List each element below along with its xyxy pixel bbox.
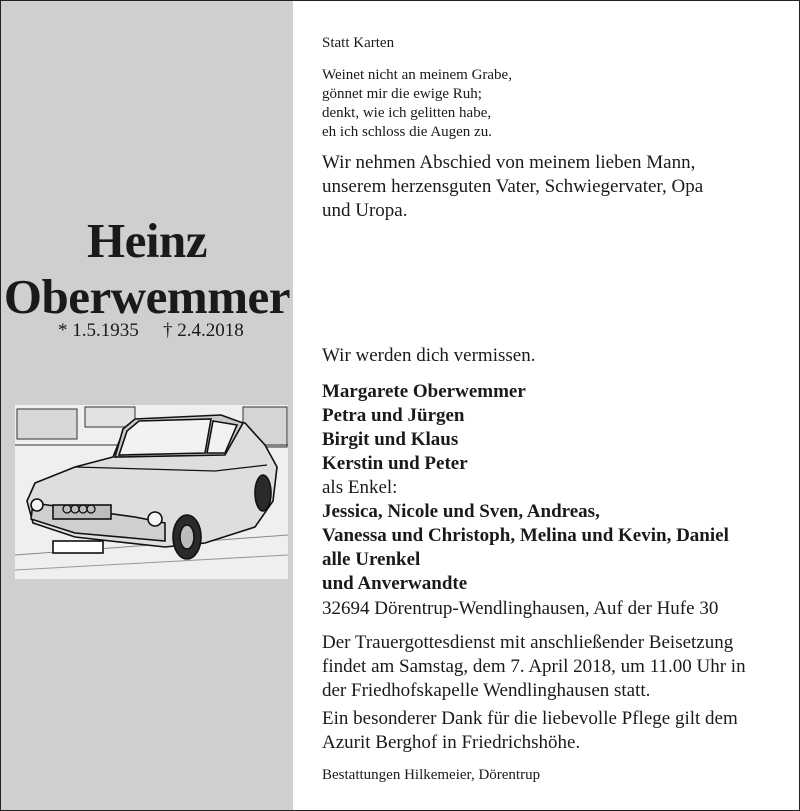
undertaker: Bestattungen Hilkemeier, Dörentrup [322, 767, 541, 783]
mourner-line: Birgit und Klaus [322, 429, 459, 450]
left-panel [1, 1, 293, 810]
mourners-list [322, 380, 792, 596]
service-info [322, 631, 792, 703]
mourner-line: Jessica, Nicole und Sven, Andreas, [322, 501, 600, 522]
address: 32694 Dörentrup-Wendlinghausen, Auf der Hufe 30 [322, 598, 719, 619]
poem-line: eh ich schloss die Augen zu. [322, 124, 492, 140]
mourner-line: Vanessa und Christoph, Melina und Kevin, Daniel [322, 525, 729, 546]
poem-line: denkt, wie ich gelitten habe, [322, 105, 492, 121]
poem [322, 66, 792, 142]
farewell-text [322, 151, 792, 223]
service-line: Der Trauergottesdienst mit anschließender Beisetzung [322, 632, 734, 653]
car-photo [15, 405, 288, 579]
mourner-line: Margarete Oberwemmer [322, 381, 526, 402]
mourner-line: Petra und Jürgen [322, 405, 465, 426]
header-statt-karten: Statt Karten [322, 35, 395, 51]
miss-you-text: Wir werden dich vermissen. [322, 345, 536, 366]
service-line: der Friedhofskapelle Wendlinghausen statt. [322, 680, 651, 701]
mourner-line: und Anverwandte [322, 573, 468, 594]
first-name: Heinz [87, 213, 207, 268]
mourner-line: Kerstin und Peter [322, 453, 468, 474]
thanks-text [322, 707, 792, 755]
birth-date: * 1.5.1935 [58, 320, 139, 341]
poem-line: gönnet mir die ewige Ruh; [322, 86, 482, 102]
farewell-line: und Uropa. [322, 200, 408, 221]
thanks-line: Azurit Berghof in Friedrichshöhe. [322, 732, 581, 753]
service-line: findet am Samstag, dem 7. April 2018, um 11.00 Uhr in [322, 656, 746, 677]
last-name: Oberwemmer [3, 269, 291, 324]
mourner-line: alle Urenkel [322, 549, 421, 570]
death-date: † 2.4.2018 [163, 320, 244, 341]
car-sketch [15, 405, 288, 579]
thanks-line: Ein besonderer Dank für die liebevolle Pflege gilt dem [322, 708, 738, 729]
farewell-line: Wir nehmen Abschied von meinem lieben Mann, [322, 152, 696, 173]
farewell-line: unserem herzensguten Vater, Schwiegervater, Opa [322, 176, 704, 197]
deceased-name [1, 213, 293, 325]
mourner-line: als Enkel: [322, 477, 398, 498]
poem-line: Weinet nicht an meinem Grabe, [322, 67, 512, 83]
